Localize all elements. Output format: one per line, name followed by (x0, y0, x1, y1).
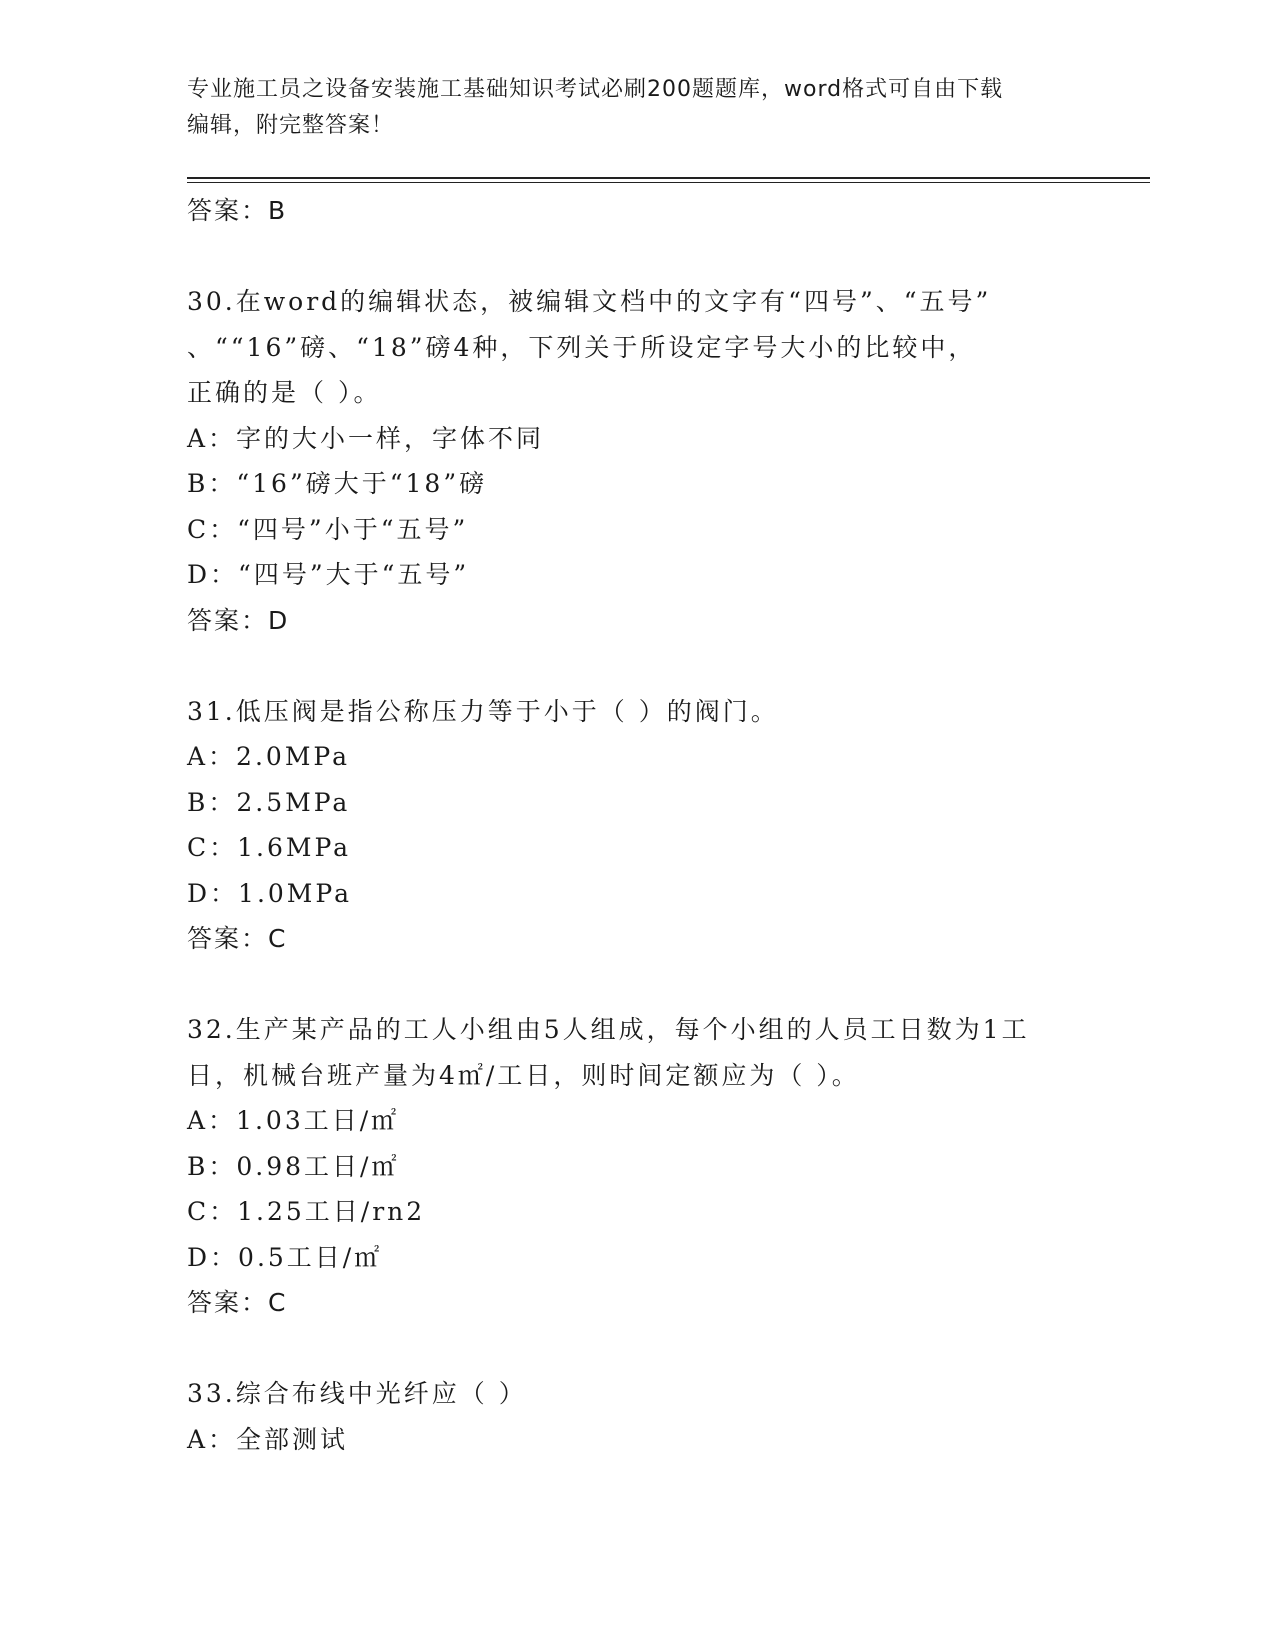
spacer (187, 234, 1087, 280)
document-body (187, 188, 1087, 1462)
header-title-line-1: 专业施工员之设备安装施工基础知识考试必刷200题题库，word格式可自由下载 (187, 77, 1004, 102)
spacer (187, 643, 1087, 689)
question-text-line: 正确的是（ ）。 (187, 378, 382, 407)
question-text-line: 日，机械台班产量为4㎡/工日，则时间定额应为（ ）。 (187, 1060, 860, 1090)
option-d: D：1.0MPa (187, 878, 353, 908)
question-text-line: 32.生产某产品的工人小组由5人组成，每个小组的人员工日数为1工 (187, 1015, 1030, 1044)
option-d: D：“四号”大于“五号” (187, 560, 470, 589)
option-d: D：0.5工日/㎡ (187, 1242, 383, 1272)
option-a: A：1.03工日/㎡ (187, 1106, 400, 1135)
question-text-line: 31.低压阀是指公称压力等于小于（ ）的阀门。 (187, 696, 779, 726)
option-a: A：2.0MPa (187, 742, 351, 771)
option-b: B：2.5MPa (187, 787, 351, 817)
question-32 (187, 1007, 1087, 1326)
answer-label: 答案：D (187, 605, 290, 635)
option-c: C：1.25工日/rn2 (187, 1197, 426, 1226)
answer-label: 答案：C (187, 1288, 288, 1317)
answer-label: 答案：C (187, 924, 288, 953)
header-divider-thick (187, 177, 1150, 179)
question-text-line: 33.综合布线中光纤应（ ） (187, 1379, 527, 1408)
option-a: A：字的大小一样，字体不同 (187, 423, 545, 453)
header-title-line-2: 编辑，附完整答案！ (187, 113, 395, 138)
question-33 (187, 1371, 1087, 1462)
previous-answer: 答案：B (187, 196, 288, 225)
option-b: B：0.98工日/㎡ (187, 1151, 400, 1181)
header-divider-thin (187, 182, 1150, 183)
question-text-line: 30.在word的编辑状态，被编辑文档中的文字有“四号”、“五号” (187, 287, 992, 316)
spacer (187, 962, 1087, 1008)
option-a: A：全部测试 (187, 1424, 349, 1454)
spacer (187, 1326, 1087, 1372)
option-b: B：“16”磅大于“18”磅 (187, 469, 488, 498)
option-c: C：“四号”小于“五号” (187, 514, 469, 544)
option-c: C：1.6MPa (187, 833, 352, 862)
document-header (187, 72, 1067, 144)
question-text-line: 、““16”磅、“18”磅4种，下列关于所设定字号大小的比较中， (187, 332, 977, 362)
question-31 (187, 689, 1087, 962)
question-30 (187, 279, 1087, 643)
